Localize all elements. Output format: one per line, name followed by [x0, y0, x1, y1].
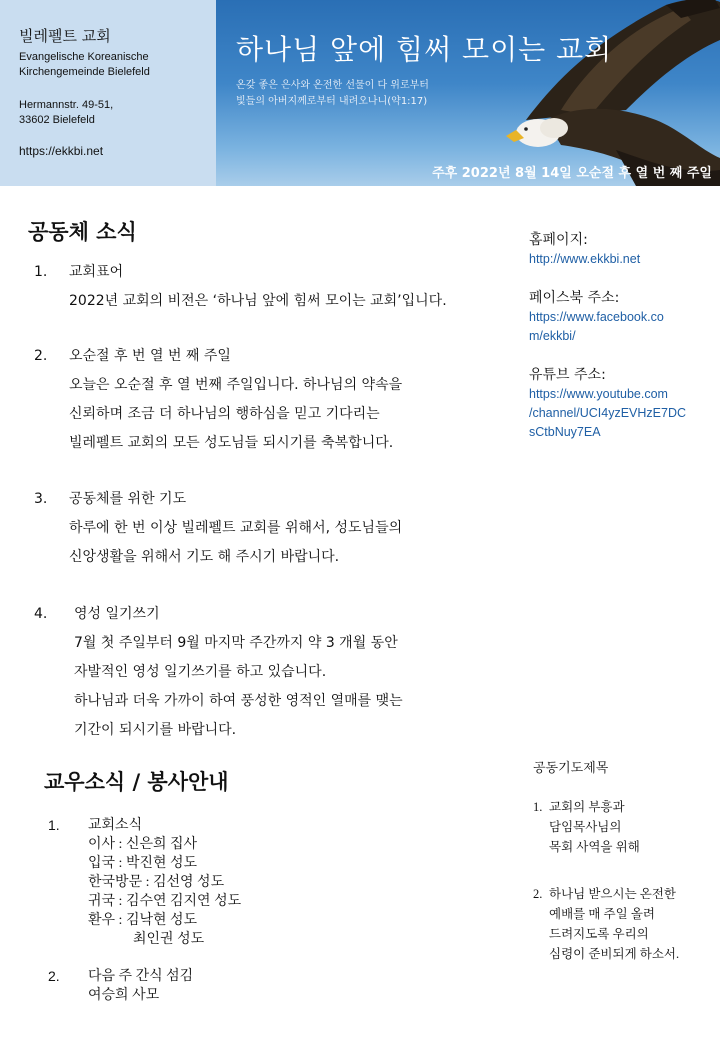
news-item-line: 신앙생활을 위해서 기도 해 주시기 바랍니다. — [69, 549, 340, 565]
church-name-german — [19, 50, 216, 80]
prayer-line: 심령이 준비되게 하소서. — [549, 947, 680, 961]
youtube-block — [529, 365, 709, 442]
church-website[interactable]: https://ekkbi.net — [19, 144, 104, 158]
homepage-link[interactable]: http://www.ekkbi.net — [529, 252, 641, 266]
news-item-line: 자발적인 영성 일기쓰기를 하고 있습니다. — [74, 664, 327, 680]
facebook-link-line2[interactable]: m/ekkbi/ — [529, 329, 576, 343]
prayer-item — [533, 884, 713, 964]
news-item — [34, 342, 504, 458]
youtube-link[interactable] — [529, 385, 709, 442]
header-banner — [216, 0, 720, 186]
news-item — [34, 258, 504, 316]
news-item-body — [34, 287, 504, 316]
congregation-line: 최인권 성도 — [133, 932, 205, 947]
congregation-item-heading: 다음 주 간식 섬김 — [88, 969, 194, 984]
news-item-body — [34, 629, 504, 745]
facebook-link-line1[interactable]: https://www.facebook.co — [529, 310, 664, 324]
news-item-heading: 공동체를 위한 기도 — [69, 491, 187, 507]
prayer-line: 담임목사님의 — [549, 820, 622, 834]
congregation-item-number: 1. — [48, 817, 60, 833]
congregation-item-body — [48, 967, 193, 1005]
congregation-section-title: 교우소식 / 봉사안내 — [44, 770, 229, 794]
congregation-line: 여승희 사모 — [88, 988, 160, 1003]
prayer-line: 드려지도록 우리의 — [549, 927, 649, 941]
homepage-label: 홈페이지: — [529, 232, 588, 248]
church-name-german-line1: Evangelische Koreanische — [19, 51, 149, 63]
news-item-heading: 오순절 후 번 열 번 째 주일 — [69, 348, 231, 364]
news-item — [34, 600, 504, 745]
news-item-line: 2022년 교회의 비전은 ‘하나님 앞에 힘써 모이는 교회’입니다. — [69, 293, 447, 309]
prayer-line: 하나님 받으시는 온전한 — [549, 887, 677, 901]
news-item-line: 신뢰하며 조금 더 하나님의 행하심을 믿고 기다리는 — [69, 406, 380, 422]
facebook-link[interactable] — [529, 308, 709, 346]
news-item-line: 7월 첫 주일부터 9월 마지막 주간까지 약 3 개월 동안 — [74, 635, 398, 651]
facebook-block — [529, 288, 709, 346]
news-item-number: 3. — [34, 491, 48, 507]
news-section-title: 공동체 소식 — [28, 220, 137, 244]
prayer-item-body — [533, 884, 713, 964]
news-item-heading: 영성 일기쓰기 — [74, 606, 160, 622]
verse-line1: 온갖 좋은 은사와 온전한 선물이 다 위로부터 — [236, 80, 429, 91]
church-name: 빌레펠트 교회 — [19, 27, 111, 45]
news-item-body — [34, 371, 504, 458]
congregation-line: 입국 : 박진현 성도 — [88, 856, 198, 871]
news-item-line: 하루에 한 번 이상 빌레펠트 교회를 위해서, 성도님들의 — [69, 520, 403, 536]
congregation-line: 귀국 : 김수연 김지연 성도 — [88, 894, 242, 909]
congregation-item — [48, 967, 193, 1005]
verse-line2: 빛들의 아버지께로부터 내려오나니(약1:17) — [236, 96, 428, 107]
address-line1: Hermannstr. 49-51, — [19, 99, 114, 111]
news-item-body — [34, 514, 504, 572]
congregation-line: 한국방문 : 김선영 성도 — [88, 875, 225, 890]
congregation-line: 이사 : 신은희 집사 — [88, 837, 198, 852]
news-item-line: 빌레펠트 교회의 모든 성도님들 되시기를 축복합니다. — [69, 435, 394, 451]
news-item-number: 1. — [34, 264, 48, 280]
news-item-line: 기간이 되시기를 바랍니다. — [74, 722, 237, 738]
address-line2: 33602 Bielefeld — [19, 114, 95, 126]
prayer-item — [533, 797, 713, 857]
prayer-line: 교회의 부흥과 — [549, 800, 625, 814]
youtube-link-line2[interactable]: /channel/UCI4yzEVHzE7DC — [529, 406, 687, 420]
news-item-heading: 교회표어 — [69, 264, 124, 280]
service-date: 주후 2022년 8월 14일 오순절 후 열 번 째 주일 — [432, 166, 712, 181]
congregation-item-number: 2. — [48, 968, 60, 984]
youtube-label: 유튜브 주소: — [529, 367, 606, 383]
facebook-label: 페이스북 주소: — [529, 290, 620, 306]
church-info-panel — [0, 0, 216, 186]
banner-verse — [236, 78, 516, 110]
congregation-line: 환우 : 김낙현 성도 — [88, 913, 198, 928]
youtube-link-line3[interactable]: sCtbNuy7EA — [529, 425, 601, 439]
prayer-line: 목회 사역을 위해 — [549, 840, 640, 854]
news-item-line: 하나님과 더욱 가까이 하여 풍성한 영적인 열매를 맺는 — [74, 693, 403, 709]
news-item-number: 2. — [34, 348, 48, 364]
youtube-link-line1[interactable]: https://www.youtube.com — [529, 387, 668, 401]
congregation-item — [48, 816, 241, 949]
church-name-german-line2: Kirchengemeinde Bielefeld — [19, 66, 150, 78]
congregation-item-body — [48, 816, 241, 949]
congregation-item-heading: 교회소식 — [88, 818, 143, 833]
prayer-item-number: 2. — [533, 887, 543, 901]
prayer-section-title: 공동기도제목 — [533, 761, 609, 776]
prayer-item-body — [533, 797, 713, 857]
news-item-number: 4. — [34, 606, 48, 622]
prayer-item-number: 1. — [533, 800, 543, 814]
banner-title: 하나님 앞에 힘써 모이는 교회 — [236, 33, 613, 66]
news-item — [34, 485, 504, 572]
homepage-block — [529, 230, 709, 269]
news-item-line: 오늘은 오순절 후 열 번째 주일입니다. 하나님의 약속을 — [69, 377, 403, 393]
prayer-line: 예배를 매 주일 올려 — [549, 907, 655, 921]
church-address — [19, 98, 216, 128]
